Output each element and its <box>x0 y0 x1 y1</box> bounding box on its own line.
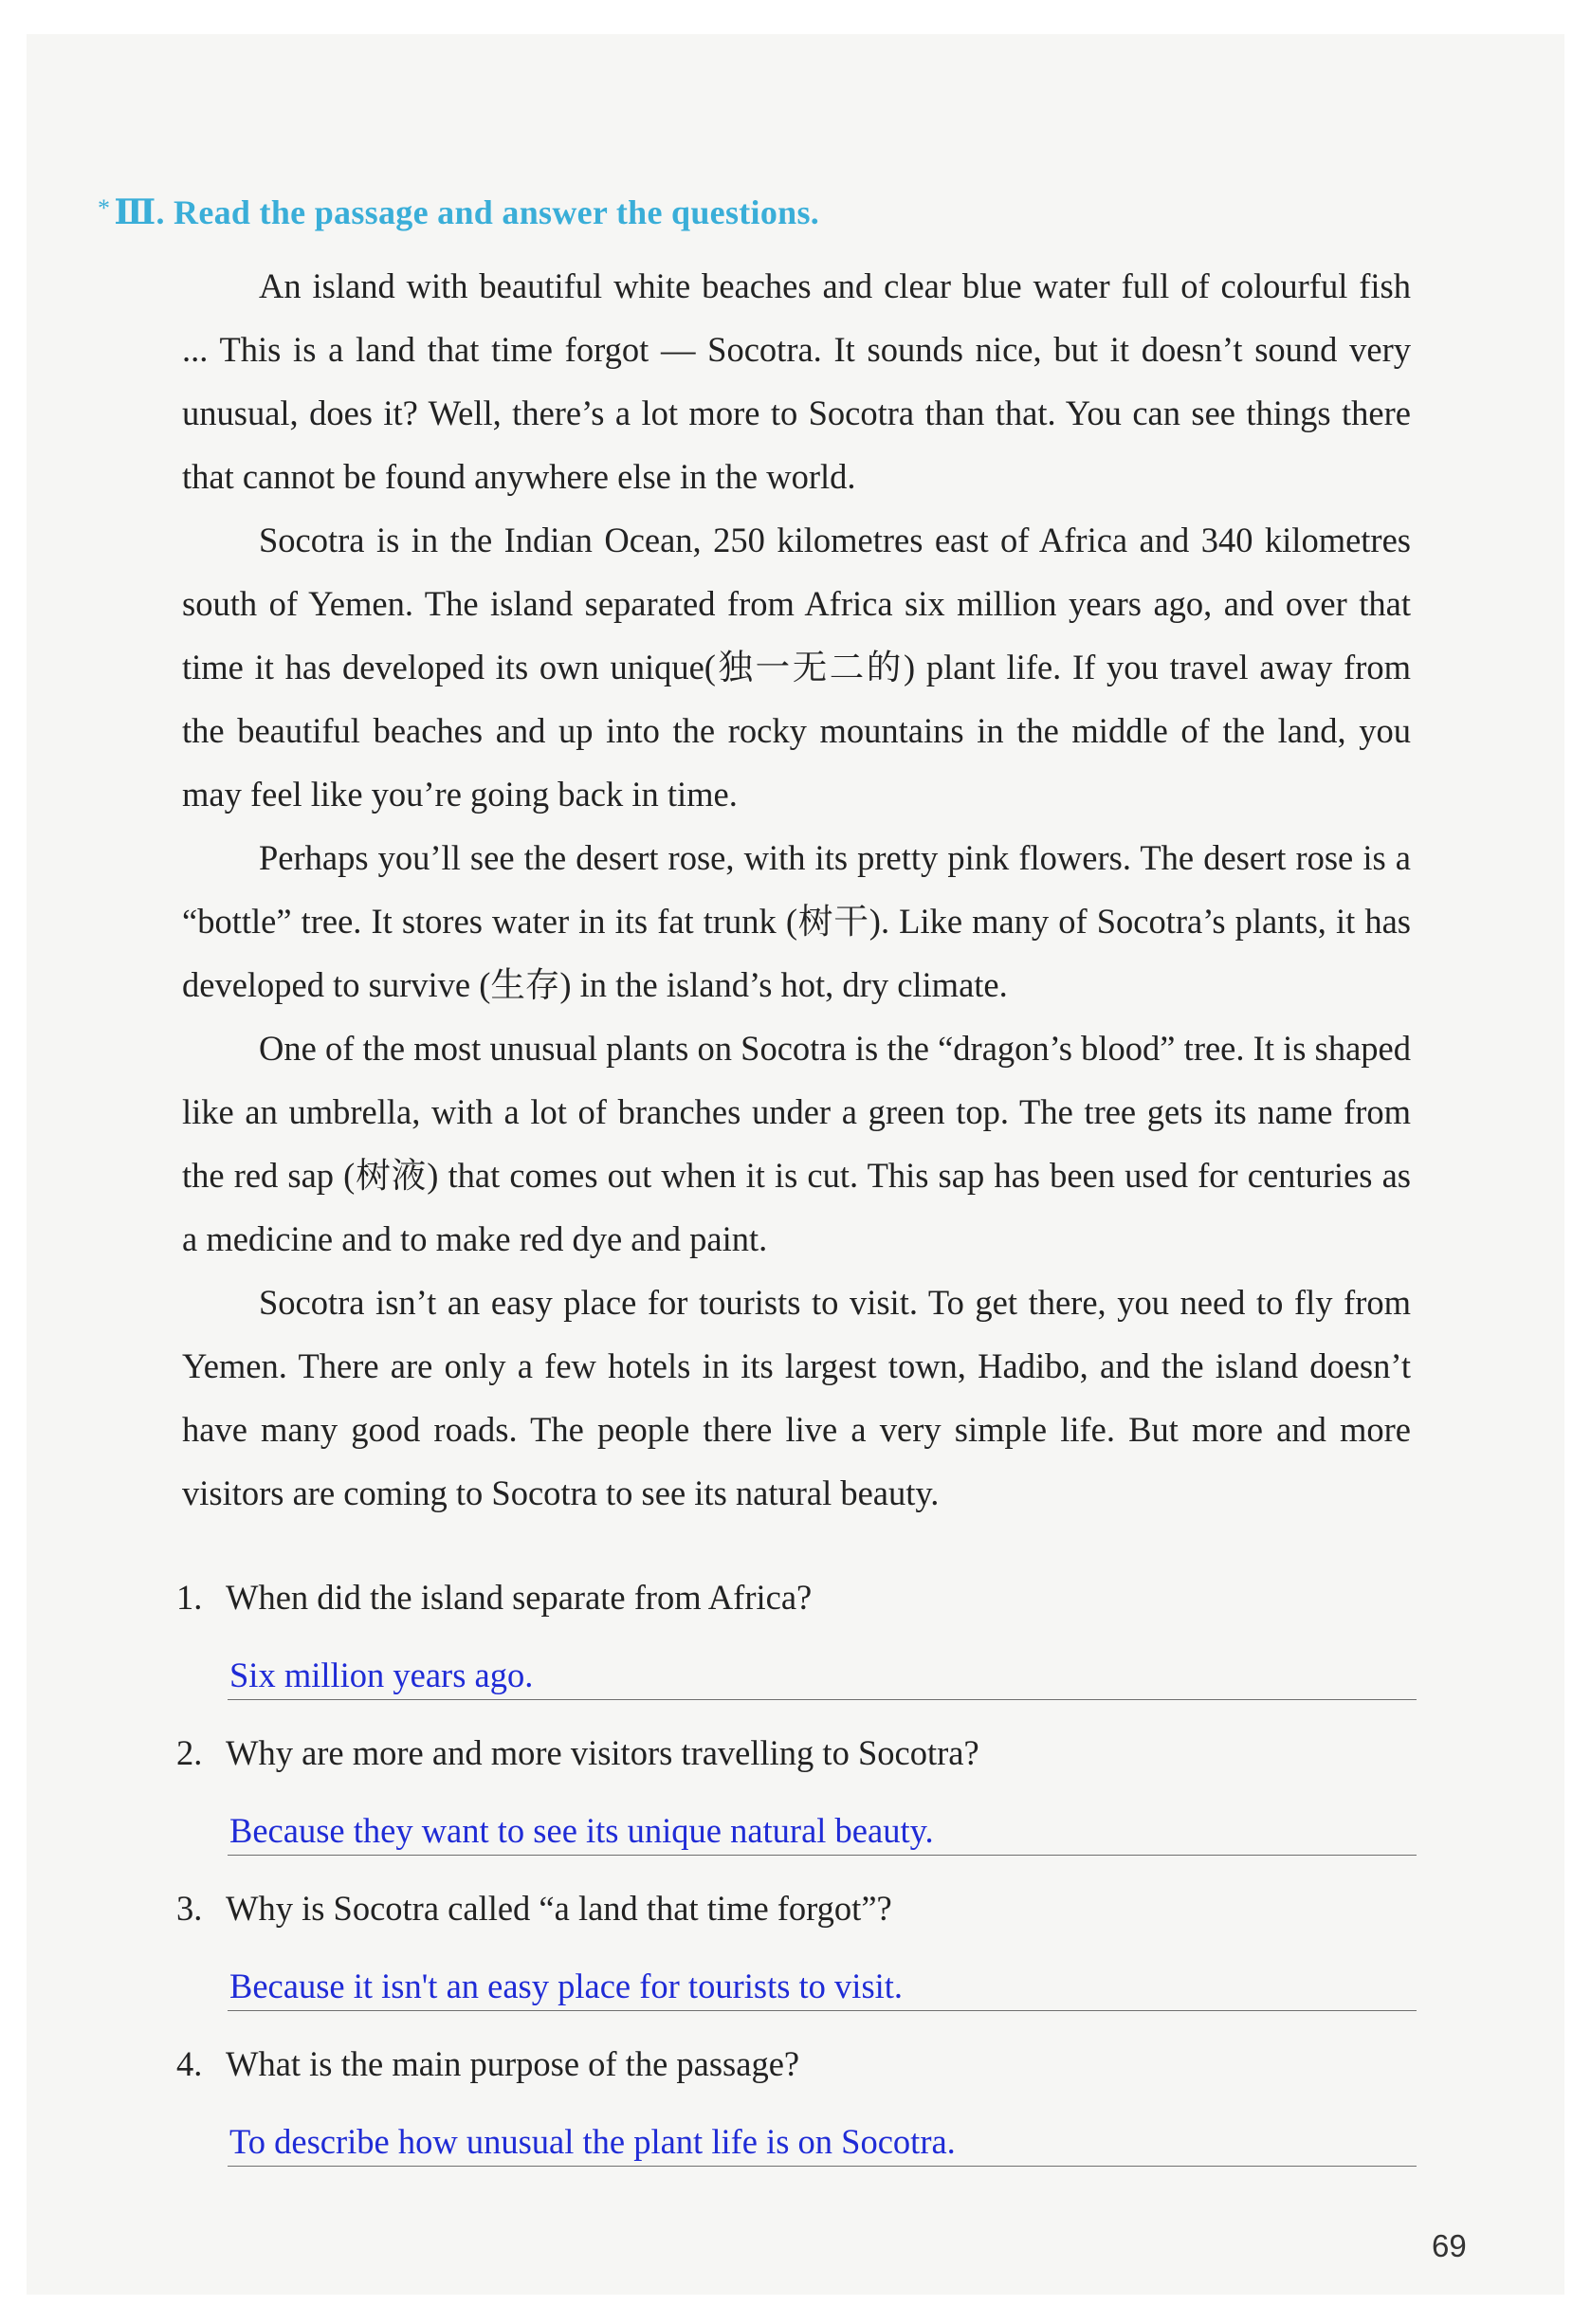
question-number: 2. <box>176 1733 203 1772</box>
question-1 <box>176 1574 812 1621</box>
question-number: 4. <box>176 2044 203 2083</box>
section-title <box>98 192 819 232</box>
question-text: When did the island separate from Africa? <box>226 1578 813 1617</box>
section-title-text: Ⅲ. Read the passage and answer the questions. <box>114 193 820 231</box>
question-2 <box>176 1729 979 1777</box>
passage-paragraph-1: An island with beautiful white beaches and clear blue water full of colourful fish ... This is a land that time forgot — Socotra. It sounds nice, but it doesn’t sound very unusual, does it? Well, there’s a lot more to Socotra than that. You can see things there that cannot be found anywhere else in the world. <box>182 266 1411 496</box>
question-item-3 <box>176 1885 1418 2040</box>
optional-marker: * <box>98 194 111 222</box>
question-text: Why is Socotra called “a land that time forgot”? <box>226 1889 892 1928</box>
question-text: Why are more and more visitors travelling to Socotra? <box>226 1733 979 1772</box>
reading-passage <box>182 254 1411 1525</box>
question-item-2 <box>176 1729 1418 1885</box>
question-item-4 <box>176 2040 1418 2196</box>
question-list <box>176 1574 1418 2196</box>
question-number: 3. <box>176 1889 203 1928</box>
answer-line-3[interactable]: Because it isn't an easy place for tourists to visit. <box>228 1963 1417 2011</box>
question-4 <box>176 2040 799 2088</box>
question-text: What is the main purpose of the passage? <box>226 2044 800 2083</box>
passage-paragraph-3: Perhaps you’ll see the desert rose, with its pretty pink flowers. The desert rose is a “bottle” tree. It stores water in its fat trunk (树干). Like many of Socotra’s plants, it has developed to survive (生存) in the island’s hot, dry climate. <box>182 838 1411 1004</box>
question-3 <box>176 1885 892 1932</box>
passage-paragraph-2: Socotra is in the Indian Ocean, 250 kilometres east of Africa and 340 kilometres south of Yemen. The island separated from Africa six million years ago, and over that time it has developed its own unique(独一无二的) plant life. If you travel away from the beautiful beaches and up into the rocky mountains in the middle of the land, you may feel like you’re going back in time. <box>182 521 1411 814</box>
passage-paragraph-4: One of the most unusual plants on Socotra is the “dragon’s blood” tree. It is shaped like an umbrella, with a lot of branches under a green top. The tree gets its name from the red sap (树液) that comes out when it is cut. This sap has been used for centuries as a medicine and to make red dye and paint. <box>182 1029 1411 1258</box>
answer-line-1[interactable]: Six million years ago. <box>228 1652 1417 1700</box>
answer-line-2[interactable]: Because they want to see its unique natural beauty. <box>228 1807 1417 1856</box>
answer-line-4[interactable]: To describe how unusual the plant life is on Socotra. <box>228 2118 1417 2167</box>
question-number: 1. <box>176 1578 203 1617</box>
page-number: 69 <box>1432 2228 1467 2263</box>
passage-paragraph-5: Socotra isn’t an easy place for tourists to visit. To get there, you need to fly from Yemen. There are only a few hotels in its largest town, Hadibo, and the island doesn’t have many good roads. The people there live a very simple life. But more and more visitors are coming to Socotra to see its natural beauty. <box>182 1283 1411 1512</box>
question-item-1 <box>176 1574 1418 1729</box>
